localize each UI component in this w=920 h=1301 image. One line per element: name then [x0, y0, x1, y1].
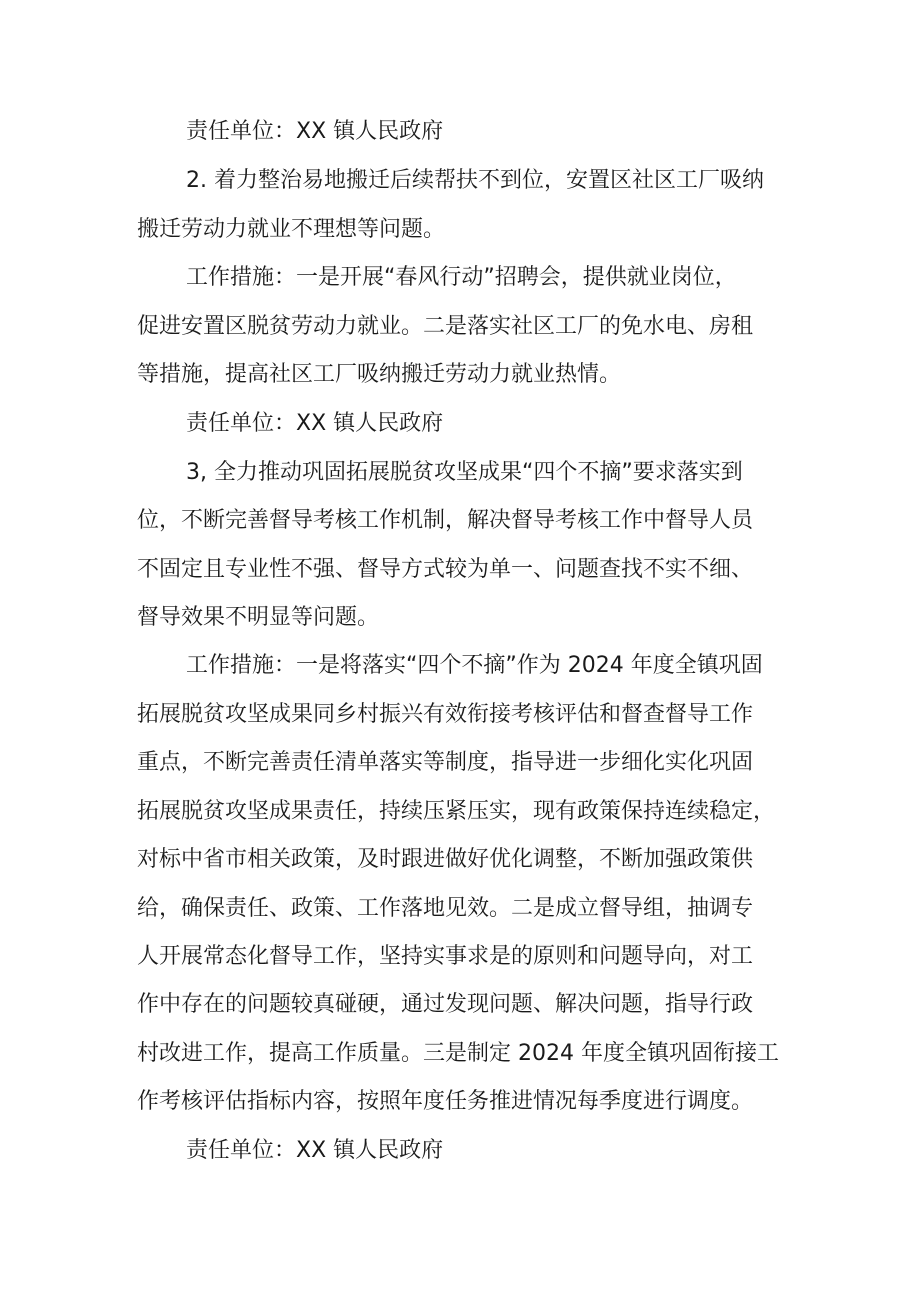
item-3-measures-line-7: 人开展常态化督导工作，坚持实事求是的原则和问题导向，对工: [137, 944, 754, 969]
item-3-measures-line-10: 作考核评估指标内容，按照年度任务推进情况每季度进行调度。: [137, 1089, 754, 1114]
responsibility-unit-3: 责任单位：XX 镇人民政府: [186, 1138, 444, 1163]
item-3-measures-line-8: 作中存在的问题较真碰硬，通过发现问题、解决问题，指导行政: [137, 992, 754, 1017]
item-3-title-line-3: 不固定且专业性不强、督导方式较为单一、问题查找不实不细、: [137, 557, 754, 582]
item-2-measures-line-2: 促进安置区脱贫劳动力就业。二是落实社区工厂的免水电、房租: [137, 314, 754, 339]
item-2-title-line-2: 搬迁劳动力就业不理想等问题。: [137, 217, 446, 242]
item-3-title-line-2: 位，不断完善督导考核工作机制，解决督导考核工作中督导人员: [137, 508, 754, 533]
item-2-measures-line-1: 工作措施：一是开展“春风行动”招聘会，提供就业岗位，: [186, 265, 737, 290]
item-3-measures-line-9: 村改进工作，提高工作质量。三是制定 2024 年度全镇巩固衔接工: [137, 1041, 779, 1066]
item-3-measures-line-1: 工作措施：一是将落实“四个不摘”作为 2024 年度全镇巩固: [186, 653, 763, 678]
item-3-title-line-1: 3, 全力推动巩固拓展脱贫攻坚成果“四个不摘”要求落实到: [186, 460, 743, 485]
item-3-measures-line-2: 拓展脱贫攻坚成果同乡村振兴有效衔接考核评估和督查督导工作: [137, 702, 754, 727]
item-3-title-line-4: 督导效果不明显等问题。: [137, 605, 380, 630]
item-3-measures-line-5: 对标中省市相关政策，及时跟进做好优化调整，不断加强政策供: [137, 847, 754, 872]
item-2-measures-line-3: 等措施，提高社区工厂吸纳搬迁劳动力就业热情。: [137, 362, 622, 387]
item-3-measures-line-4: 拓展脱贫攻坚成果责任，持续压紧压实，现有政策保持连续稳定，: [137, 799, 776, 824]
item-3-measures-line-3: 重点，不断完善责任清单落实等制度，指导进一步细化实化巩固: [137, 750, 754, 775]
responsibility-unit-2: 责任单位：XX 镇人民政府: [186, 411, 444, 436]
item-2-title-line-1: 2. 着力整治易地搬迁后续帮扶不到位，安置区社区工厂吸纳: [186, 168, 764, 193]
responsibility-unit-1: 责任单位：XX 镇人民政府: [186, 119, 444, 144]
item-3-measures-line-6: 给，确保责任、政策、工作落地见效。二是成立督导组，抽调专: [137, 896, 754, 921]
